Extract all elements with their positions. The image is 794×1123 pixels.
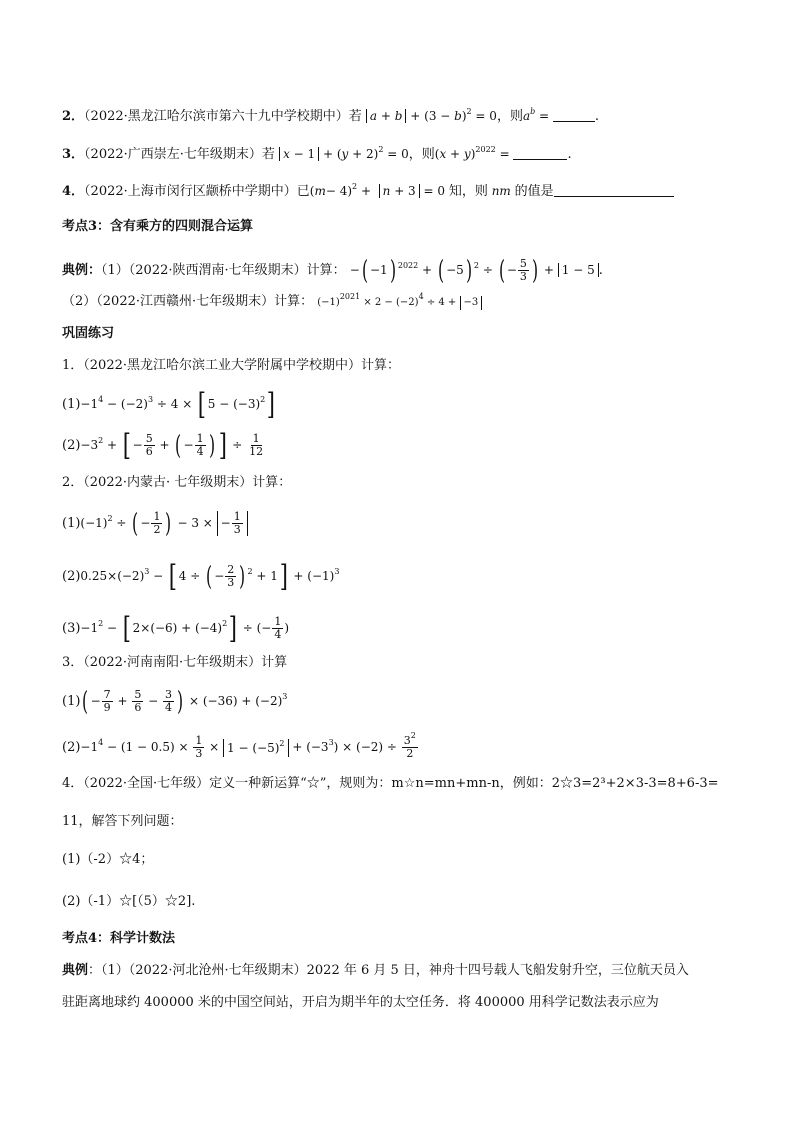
practice-1: 1．（2022·黑龙江哈尔滨工业大学附属中学校期中）计算： — [62, 358, 400, 373]
equation: $-3^2$ + [ − $\frac{5}{6}$ + ( − $\frac{1}{4}$ ) ] ÷ $\frac{1}{12}$ — [80, 427, 264, 463]
practice-3-b: $(2)-1^4 - (1 - 0.5)$ × $\frac{1}{3}$ × $1 - (-5)^2 + (-3^3) \times (-2)$ ÷ $\frac{3^2}{2}$ — [62, 735, 419, 760]
question-2: 2．（2022·黑龙江哈尔滨市第六十九中学校期中）若 $a + b + (3 - b)^2 = 0$，则$a^b$ = . — [62, 107, 600, 124]
example-label: 典例： — [62, 263, 102, 278]
practice-1-a: $(1)-1^4 - (-2)^3 \div 4$ × [ $5 - (-3)^2$] — [62, 386, 276, 422]
practice-1-b: $(2)-3^2$ + [ − $\frac{5}{6}$ + ( − $\frac{1}{4}$ ) ] ÷ $\frac{1}{12}$ — [62, 433, 266, 458]
question-4: 4．（2022·上海市闵行区颛桥中学期中）已$(m- 4)^2 + n + 3 = 0$ 知，则 nm 的值是 — [62, 182, 674, 201]
practice-4-b: (2)（-1）☆[（5）☆2]. — [62, 894, 196, 909]
practice-2-a: $(1)(-1)^2$ ÷ ( − $\frac{1}{2}$ ) − 3 × − $\frac{1}{3}$ — [62, 511, 248, 536]
answer-blank[interactable] — [513, 147, 567, 160]
example-3: 典例：（1）（2022·河北沧州·七年级期末）2022 年 6 月 5 日，神舟十四号载人飞船发射升空，三位航天员入 — [62, 963, 689, 978]
answer-blank[interactable] — [553, 109, 595, 122]
practice-3: 3．（2022·河南南阳·七年级期末）计算 — [62, 655, 288, 670]
example-3-cont: 驻距离地球约 400000 米的中国空间站，开启为期半年的太空任务．将 400000 用科学记数法表示应为 — [62, 995, 659, 1010]
equation: −( −1) $^{2022}$ + ( −5) $^2$ ÷ ( − $\frac{5}{3}$ ) + 1 − 5 — [350, 263, 599, 277]
example-label: 典例 — [62, 963, 89, 978]
equation: $0.25\times(-2)^3$ − [ 4 ÷ ( − $\frac{2}{3}$ ) $^2 + 1] + (-1)^3$ — [80, 558, 340, 594]
equation: $-1^2$ − [ $2\times(-6) + (-4)^2$] ÷ (− $\frac{1}{4}$ ) — [80, 610, 290, 646]
question-source: （2022·广西崇左·七年级期末） — [84, 147, 262, 162]
section-heading: 考点4：科学计数法 — [62, 931, 176, 946]
question-number: 3． — [62, 147, 85, 162]
question-3: 3．（2022·广西崇左·七年级期末）若 $x - 1 + (y + 2)^2 = 0$，则$(x + y)^{2022}$ = . — [62, 145, 572, 162]
question-number: 2． — [62, 109, 85, 124]
practice-2-c: $(3)-1^2$ − [ $2\times(-6) + (-4)^2$] ÷ (− $\frac{1}{4}$ ) — [62, 610, 290, 646]
practice-heading: 巩固练习 — [62, 326, 115, 341]
equation: $-1^4 - (1 - 0.5)$ × $\frac{1}{3}$ × $1 - (-5)^2 + (-3^3) \times (-2)$ ÷ $\frac{3^2}{2}$ — [80, 731, 416, 760]
equation: $a + b + (3 - b)^2 = 0$ — [366, 109, 497, 123]
answer-blank[interactable] — [554, 184, 674, 197]
practice-4-a: (1)（-2）☆4； — [62, 852, 154, 867]
question-source: （2022·上海市闵行区颛桥中学期中） — [84, 184, 297, 199]
section-heading: 考点3：含有乘方的四则混合运算 — [62, 219, 254, 234]
equation: $x - 1 + (y + 2)^2 = 0$ — [279, 147, 409, 161]
practice-2-b: $(2)0.25\times(-2)^3$ − [ 4 ÷ ( − $\frac{2}{3}$ ) $^2 + 1] + (-1)^3$ — [62, 558, 340, 594]
equation: $(-1)^{2021} \times 2 - (-2)^4 \div 4 + -3$ — [317, 297, 482, 308]
equation: $(m- 4)^2 + n + 3 = 0$ — [309, 182, 449, 198]
practice-3-a: (1)( − $\frac{7}{9}$ + $\frac{5}{6}$ − $\frac{3}{4}$ ) × $(-36) + (-2)^3$ — [62, 686, 288, 717]
question-number: 4． — [62, 184, 85, 199]
equation: $-1^4 - (-2)^3 \div 4$ × [ $5 - (-3)^2$] — [80, 386, 276, 422]
practice-4-cont: 11，解答下列问题： — [62, 814, 183, 829]
question-source: （2022·黑龙江哈尔滨市第六十九中学校期中） — [84, 109, 349, 124]
example-2: （2）（2022·江西赣州·七年级期末）计算： $(-1)^{2021} \times 2 - (-2)^4 \div 4 + -3$ — [62, 293, 482, 312]
equation: ( − $\frac{7}{9}$ + $\frac{5}{6}$ − $\frac{3}{4}$ ) × $(-36) + (-2)^3$ — [82, 686, 288, 717]
example-1: 典例：（1）（2022·陕西渭南·七年级期末）计算： −( −1) $^{2022}$ + ( −5) $^2$ ÷ ( − $\frac{5}{3}$ ) + 1 − 5 . — [62, 255, 603, 286]
equation: $(-1)^2$ ÷ ( − $\frac{1}{2}$ ) − 3 × − $\frac{1}{3}$ — [80, 516, 247, 530]
practice-2: 2．（2022·内蒙古· 七年级期末）计算： — [62, 475, 292, 490]
practice-4: 4．（2022·全国·七年级）定义一种新运算“☆”，规则为：m☆n=mn+mn-n，例如：2☆3=2³+2×3-3=8+6-3= — [62, 776, 719, 791]
